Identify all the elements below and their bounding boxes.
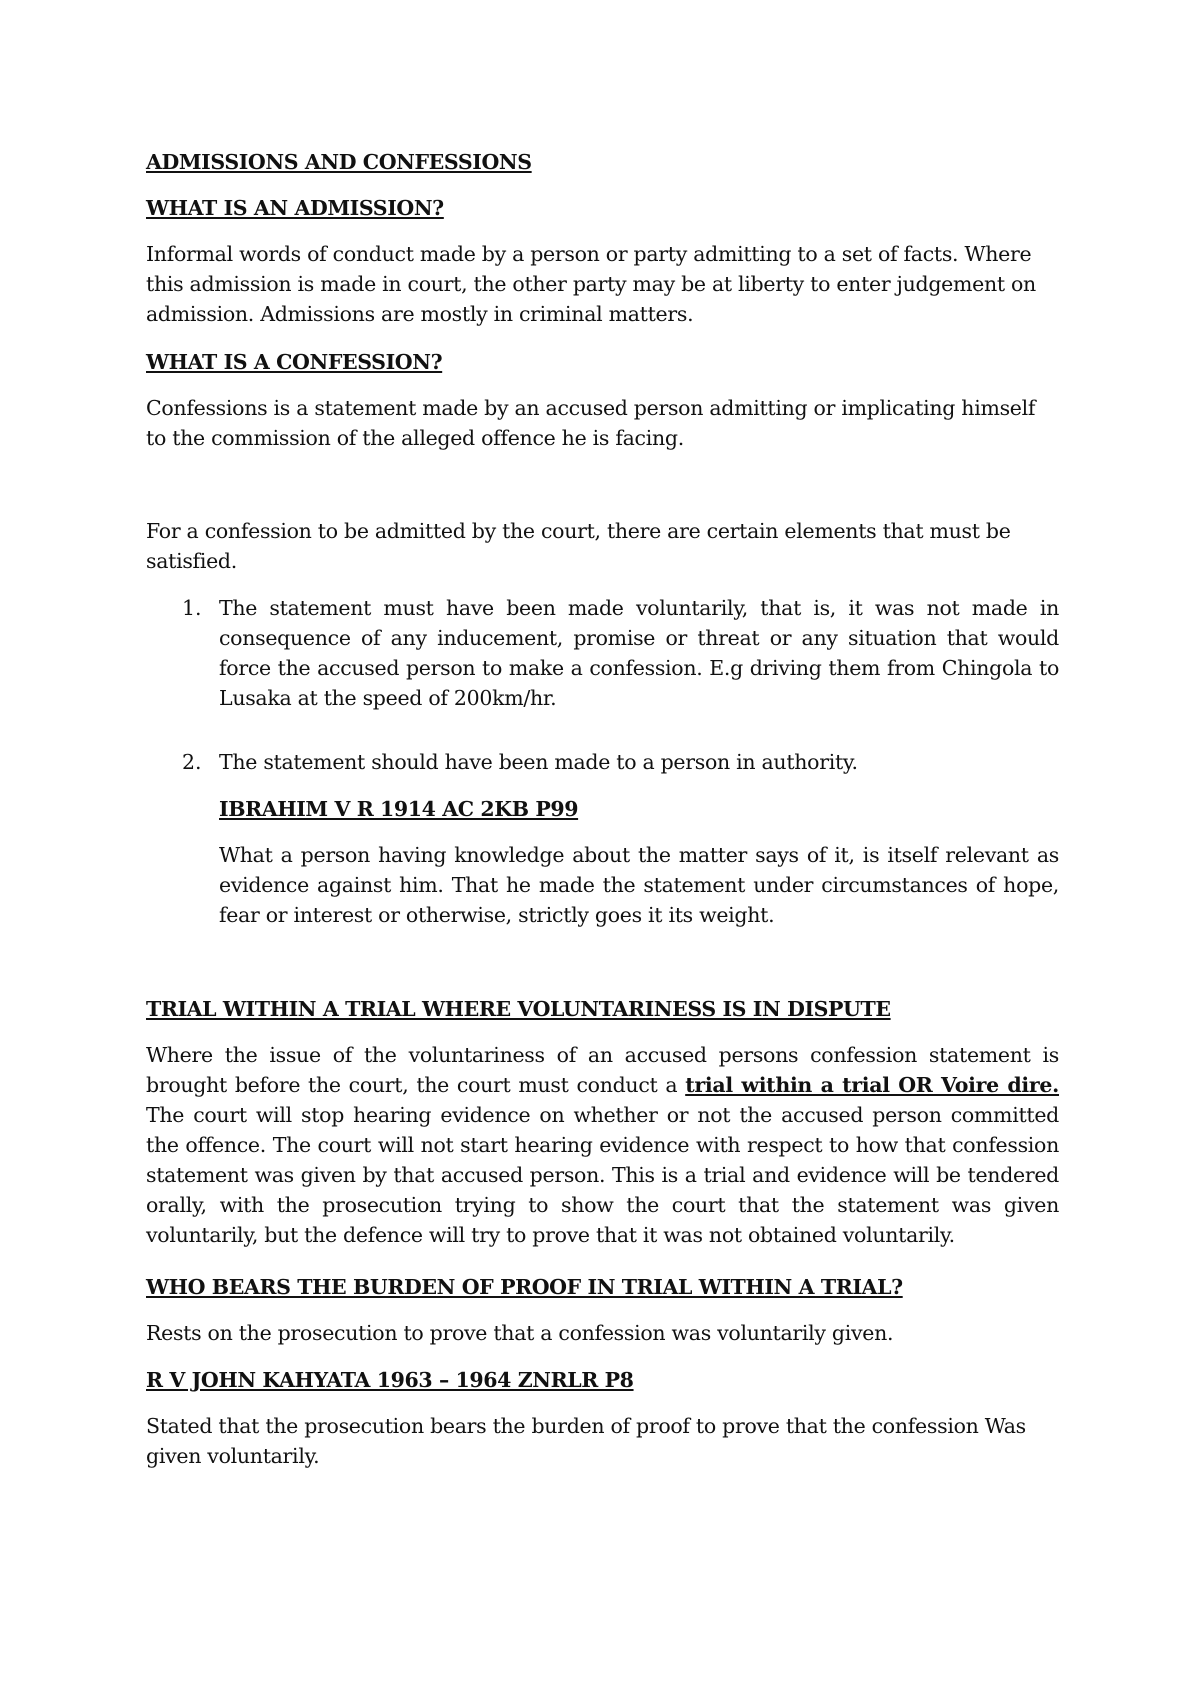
list-number: 1. [182, 596, 202, 620]
confession-paragraph: Confessions is a statement made by an accused person admitting or implicating himself to the commission of the alleged offence he is facing. [146, 396, 1036, 450]
trial-text-before: Where the issue of the voluntariness of an accused persons confession statement is brought before the court, the court must conduct a [146, 1043, 1059, 1097]
admission-paragraph: Informal words of conduct made by a person or party admitting to a set of facts. Where this admission is made in court, the other party may be at liberty to enter judgement on admission. Admissions are mostly in criminal matters. [146, 242, 1036, 326]
case-heading-kahyata: R V JOHN KAHYATA 1963 – 1964 ZNRLR P8 [146, 1368, 634, 1392]
case-heading-ibrahim: IBRAHIM V R 1914 AC 2KB P99 [219, 797, 579, 821]
list-item-text: The statement must have been made voluntarily, that is, it was not made in consequence of any inducement, promise or threat or any situation that would force the accused person to make a confession. E.g driving them from Chingola to Lusaka at the speed of 200km/hr. [219, 596, 1059, 710]
burden-paragraph: Rests on the prosecution to prove that a confession was voluntarily given. [146, 1321, 894, 1345]
list-item [146, 747, 1059, 777]
list-item [146, 593, 1059, 713]
kahyata-paragraph: Stated that the prosecution bears the burden of proof to prove that the confession Was given voluntarily. [146, 1414, 1026, 1468]
burden-heading: WHO BEARS THE BURDEN OF PROOF IN TRIAL WITHIN A TRIAL? [146, 1275, 903, 1299]
list-item-text: The statement should have been made to a person in authority. [219, 750, 858, 774]
confession-heading: WHAT IS A CONFESSION? [146, 350, 443, 374]
document-title: ADMISSIONS AND CONFESSIONS [146, 150, 532, 174]
elements-intro-paragraph: For a confession to be admitted by the court, there are certain elements that must be satisfied. [146, 519, 1011, 573]
ibrahim-paragraph: What a person having knowledge about the matter says of it, is itself relevant as evidence against him. That he made the statement under circumstances of hope, fear or interest or otherwise, strictly goes it its weight. [219, 843, 1059, 927]
trial-emphasis: trial within a trial OR Voire dire. [685, 1073, 1060, 1097]
trial-text-after: The court will stop hearing evidence on whether or not the accused person committed the offence. The court will not start hearing evidence with respect to how that confession statement was given by that accused person. This is a trial and evidence will be tendered orally, with the prosecution trying to show the court that the statement was given voluntarily, but the defence will try to prove that it was not obtained voluntarily. [146, 1103, 1059, 1247]
list-number: 2. [182, 750, 202, 774]
trial-paragraph [146, 1040, 1059, 1250]
admission-heading: WHAT IS AN ADMISSION? [146, 196, 444, 220]
trial-heading: TRIAL WITHIN A TRIAL WHERE VOLUNTARINESS IS IN DISPUTE [146, 997, 891, 1021]
